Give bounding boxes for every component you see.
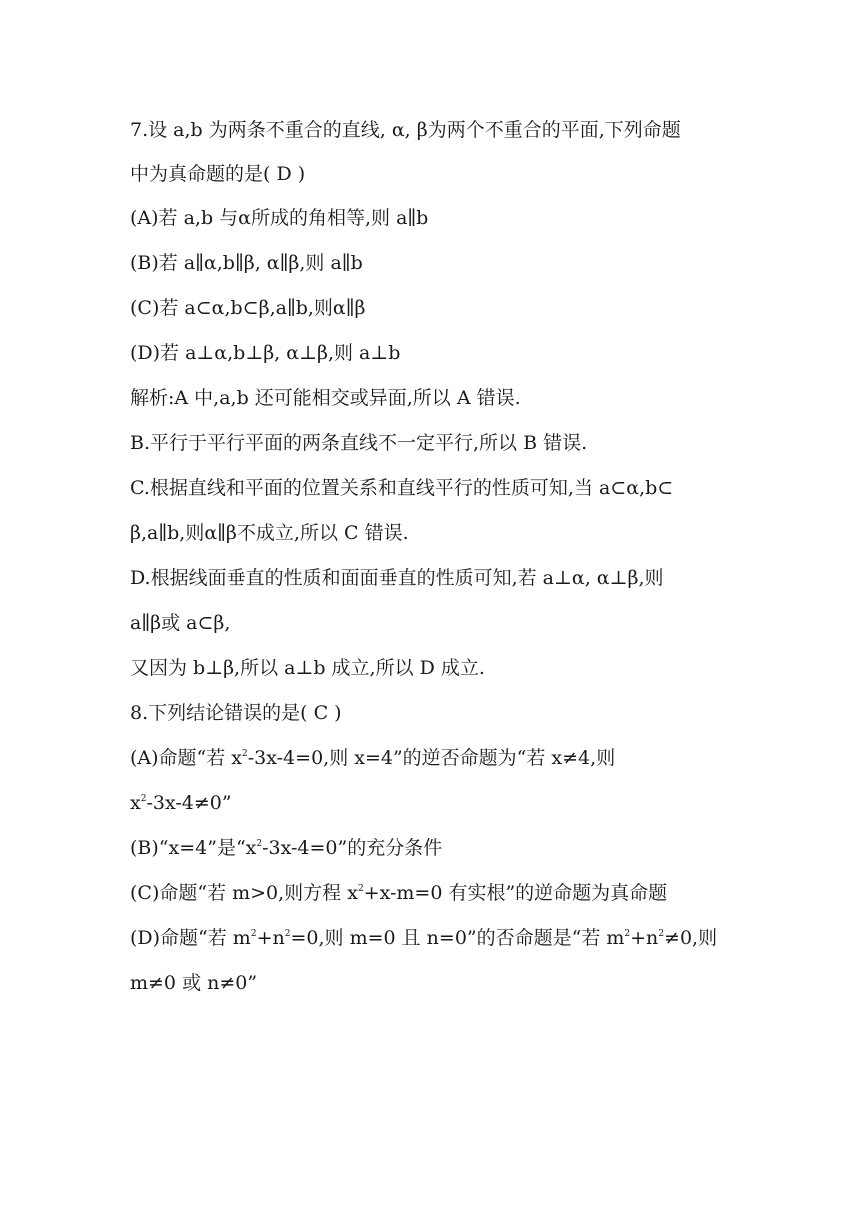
q7-option-a: (A)若 a,b 与α所成的角相等,则 a∥b — [130, 207, 429, 229]
q7-analysis-c-line1: C.根据直线和平面的位置关系和直线平行的性质可知,当 a⊂α,b⊂ — [130, 477, 674, 499]
q8-option-a-text2: -3x-4=0,则 x=4”的逆否命题为“若 x≠4,则 — [247, 747, 616, 769]
q7-option-c: (C)若 a⊂α,b⊂β,a∥b,则α∥β — [130, 297, 366, 319]
q8-stem: 8.下列结论错误的是( C ) — [130, 702, 342, 724]
q8-option-d-exponent4: 2 — [658, 929, 665, 939]
q8-option-a-text1: (A)命题“若 x — [130, 747, 243, 769]
q8-option-a-line2 — [130, 791, 740, 815]
q8-option-d-line2: m≠0 或 n≠0” — [130, 972, 258, 994]
q7-analysis-b: B.平行于平行平面的两条直线不一定平行,所以 B 错误. — [130, 432, 588, 454]
q8-option-b-text2: -3x-4=0”的充分条件 — [262, 837, 443, 859]
q8-option-b-text1: (B)“x=4”是“x — [130, 837, 257, 859]
q8-option-c-text1: (C)命题“若 m>0,则方程 x — [130, 882, 358, 904]
q8-option-a-line1 — [130, 746, 740, 770]
q7-option-d: (D)若 a⊥α,b⊥β, α⊥β,则 a⊥b — [130, 342, 401, 364]
q8-option-d-text2: +n — [256, 927, 285, 949]
q8-option-a-text3: x — [130, 792, 141, 814]
q8-option-d-exponent2: 2 — [284, 929, 291, 939]
q7-analysis-d-line3: 又因为 b⊥β,所以 a⊥b 成立,所以 D 成立. — [130, 657, 485, 679]
q8-option-c-text2: +x-m=0 有实根”的逆命题为真命题 — [363, 882, 668, 904]
q7-option-b: (B)若 a∥α,b∥β, α∥β,则 a∥b — [130, 252, 363, 274]
q8-option-c-exponent: 2 — [357, 884, 364, 894]
q8-option-d-text1: (D)命题“若 m — [130, 927, 251, 949]
q7-analysis-d-line2: a∥β或 a⊂β, — [130, 612, 231, 634]
q7-analysis-c-line2: β,a∥b,则α∥β不成立,所以 C 错误. — [130, 522, 409, 544]
q8-option-d-line1 — [130, 926, 740, 950]
q8-option-d-text4: +n — [630, 927, 659, 949]
q8-option-a-exponent1: 2 — [242, 749, 248, 759]
q7-stem-line2: 中为真命题的是( D ) — [130, 163, 306, 185]
q8-option-c — [130, 881, 740, 905]
q8-option-d-text5: ≠0,则 — [664, 927, 718, 949]
q7-analysis-a: 解析:A 中,a,b 还可能相交或异面,所以 A 错误. — [130, 387, 521, 409]
q7-analysis-d-line1: D.根据线面垂直的性质和面面垂直的性质可知,若 a⊥α, α⊥β,则 — [130, 567, 664, 589]
q8-option-d-text3: =0,则 m=0 且 n=0”的否命题是“若 m — [290, 927, 625, 949]
q8-option-a-exponent2: 2 — [140, 794, 147, 804]
q8-option-d-exponent1: 2 — [250, 929, 257, 939]
q8-option-b — [130, 836, 740, 860]
q8-option-a-text4: -3x-4≠0” — [146, 792, 232, 814]
q7-stem-line1: 7.设 a,b 为两条不重合的直线, α, β为两个不重合的平面,下列命题 — [130, 119, 681, 141]
q8-option-d-exponent3: 2 — [624, 929, 631, 939]
q8-option-b-exponent: 2 — [256, 839, 263, 849]
